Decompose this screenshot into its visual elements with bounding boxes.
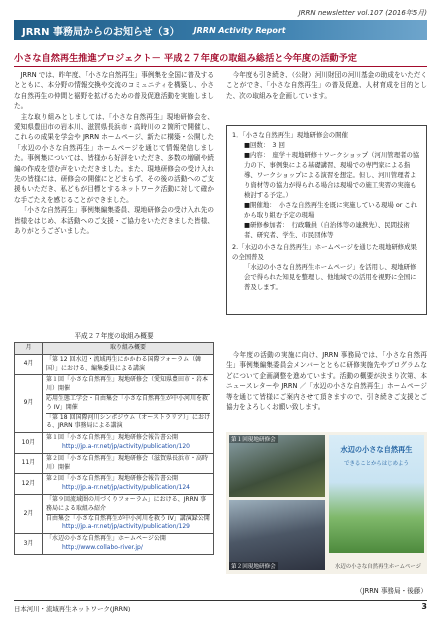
table-row xyxy=(15,375,214,433)
plan-participants: ■研修参加者： 行政職員（自治体等の連携先）、民間技術者、研究者、学生、市民団体等 xyxy=(244,221,410,239)
homepage-screenshot xyxy=(329,435,424,553)
table-title: 平成２７年度の取組み概要 xyxy=(74,332,154,340)
table-body xyxy=(15,354,214,554)
plan-section-2-text: 「水辺の小さな自然再生ホームページ」を活用し、現地研修会で得られた知見を整理し、他地域での活用を視野に全国に普及します。 xyxy=(244,263,417,291)
summary-item: 「第 12 回水辺・流域再生にかかわる国際フォーラム（韓国）」における、編集委員による講演 xyxy=(46,355,202,372)
photo-caption-1: 第１回現地研修会 xyxy=(231,437,276,443)
month-cell: 12月 xyxy=(15,474,43,495)
summary-cell xyxy=(43,494,214,533)
publication-link[interactable]: http://jp.a-rr.net/jp/activity/publication/120 xyxy=(62,442,190,450)
paragraph: 「小さな自然再生」事例集編集委員、現地研修会の受け入れ先の皆様をはじめ、本活動へのご支援・ご協力をいただきました皆様、ありがとうございました。 xyxy=(14,206,214,236)
plan-content: ■内容： 座学＋現地研修＋ワークショップ（河川管理者の協力の下、事例集による基礎講習、現場での専門家による指導、ワークショップによる演習を想定。但し、河川管理者より資材等の協力が得られる場合は現場での施工実習の実施も検討する予定。） xyxy=(244,151,420,199)
page-number: 3 xyxy=(421,602,427,611)
table-row xyxy=(15,534,214,555)
paragraph: 今年度の活動の実施に向け、JRRN 事務局では、「小さな自然再生」事例集編集委員会メンバーとともに研修実施先やプログラムなどについて企画調整を進めています。活動の概要が決まり次第、本ニュースレターや JRRN ／「水辺の小さな自然再生」ホームページ等を通じて皆様にご案内させて頂きますので、引き続きご支援とご協力をよろしくお願い致します。 xyxy=(226,351,427,412)
month-cell: 2月 xyxy=(15,494,43,533)
summary-header: 取り組み概要 xyxy=(43,343,214,355)
plan-count: ■回数： 3 回 xyxy=(244,141,285,149)
month-cell: 4月 xyxy=(15,354,43,375)
closing-paragraph-block xyxy=(226,350,427,412)
month-cell: 11月 xyxy=(15,453,43,474)
photo-collage xyxy=(226,432,427,574)
table-row xyxy=(15,433,214,454)
right-column xyxy=(226,70,427,101)
homepage-caption: 水辺の小さな自然再生ホームページ xyxy=(334,564,422,570)
publication-link[interactable]: http://jp.a-rr.net/jp/activity/publication/124 xyxy=(62,484,190,492)
summary-item: 第１回「小さな自然再生」現地研修会（愛知県豊田市・岩本川）開催 xyxy=(46,376,209,393)
left-column xyxy=(14,70,214,237)
summary-cell xyxy=(43,534,214,555)
paragraph: JRRN では、昨年度、「小さな自然再生」事例集を全国に普及するとともに、本分野の情報交換や交流のコミュニティを構築し、小さな自然再生の仲間と裾野を拡げるための普及促進活動を実施しました。 xyxy=(14,71,214,111)
photo-caption-2: 第２回現地研修会 xyxy=(231,564,276,570)
banner-title-ja: JRRN 事務局からのお知らせ（3） xyxy=(22,26,180,38)
month-cell: 10月 xyxy=(15,433,43,454)
month-header: 月 xyxy=(15,343,43,355)
activity-table xyxy=(14,342,214,555)
table-row xyxy=(15,354,214,375)
homepage-title: 水辺の小さな自然再生 xyxy=(340,445,413,454)
section-banner xyxy=(14,20,427,40)
footer-divider xyxy=(14,600,427,601)
plan-venue: ■開催地： 小さな自然再生を既に実施している現場 or これから取り組む予定の現場 xyxy=(244,201,418,219)
plan-section-2-title: 2.「水辺の小さな自然再生」ホームページを通じた現地研修成果の全国普及 xyxy=(232,243,417,261)
paragraph: 今年度も引き続き、（公財）河川財団の河川基金の助成をいただくことができ、「小さな自然再生」の普及促進、人材育成を目的とした、次の取組みを企画しています。 xyxy=(226,71,427,100)
summary-cell xyxy=(43,375,214,433)
summary-cell xyxy=(43,354,214,375)
summary-cell xyxy=(43,474,214,495)
table-header-row xyxy=(15,343,214,355)
workshop-photo-1 xyxy=(229,435,325,497)
footer-organization: 日本河川・流域再生ネットワーク(JRRN) xyxy=(14,605,131,613)
summary-item: 応用生態工学会・自由集会「小さな自然再生が中小河川を救う IV」開催 xyxy=(46,394,209,411)
banner-title-en: JRRN Activity Report xyxy=(193,25,286,35)
workshop-photo-2 xyxy=(229,500,325,570)
summary-cell xyxy=(43,453,214,474)
author-signoff: （JRRN 事務局・後藤） xyxy=(356,587,427,595)
homepage-subtitle: できることからはじめよう xyxy=(344,461,409,467)
summary-item: 「第 18 回国際河川シンポジウム（オーストラリア）」における、JRRN 事務局による講演 xyxy=(46,413,210,430)
table-row xyxy=(15,453,214,474)
publication-link[interactable]: http://www.collabo-river.jp/ xyxy=(62,543,143,551)
plan-section-1-title: 1．「小さな自然再生」現地研修会の開催 xyxy=(232,131,348,139)
month-cell: 9月 xyxy=(15,375,43,433)
publication-link[interactable]: http://jp.a-rr.net/jp/activity/publication/129 xyxy=(62,523,190,531)
summary-item: 第２回「小さな自然再生」現地研修会（滋賀県長浜市・高時川）開催 xyxy=(46,454,209,471)
article-headline: 小さな自然再生推進プロジェクト－ 平成２７年度の取組み総括と今年度の活動予定 xyxy=(14,50,427,67)
summary-item: 自由集会「小さな自然再生が中小河川を救う IV」講演録公開 xyxy=(46,514,210,522)
table-row xyxy=(15,494,214,533)
summary-item: 第１回「小さな自然再生」現地研修会報告書公開 xyxy=(46,434,179,442)
month-cell: 3月 xyxy=(15,534,43,555)
summary-item: 「水辺の小さな自然再生」ホームページ公開 xyxy=(46,535,166,543)
summary-item: 「第９回流域圏の川づくりフォーラム」における、JRRN 事務局による取組み紹介 xyxy=(46,495,207,512)
newsletter-masthead: JRRN newsletter vol.107 (2016年5月) xyxy=(298,9,427,17)
summary-cell xyxy=(43,433,214,454)
table-row xyxy=(15,474,214,495)
plan-box xyxy=(226,125,427,315)
paragraph: 主な取り組みとしましては、「小さな自然再生」現地研修会を、愛知県豊田市の岩本川、滋賀県長浜市・高時川の２箇所で開催し、これらの成果を学会や JRRN ホームページ、新たに構築・公開した「水辺の小さな自然再生」ホームページを通じて情報発信しました。事例集については、皆様から好評をいただき、多数の増刷や続編の作成を望む声をいただきました。また、現地研修会の受け入れ先の皆様には、研修会の開催にとどまらず、その後の活動へのご支援もいただき、私どもが目標とするネットワーク活動に対して確かな手ごたえを感じることができました。 xyxy=(14,112,214,204)
summary-item: 第２回「小さな自然再生」現地研修会報告書公開 xyxy=(46,475,179,483)
